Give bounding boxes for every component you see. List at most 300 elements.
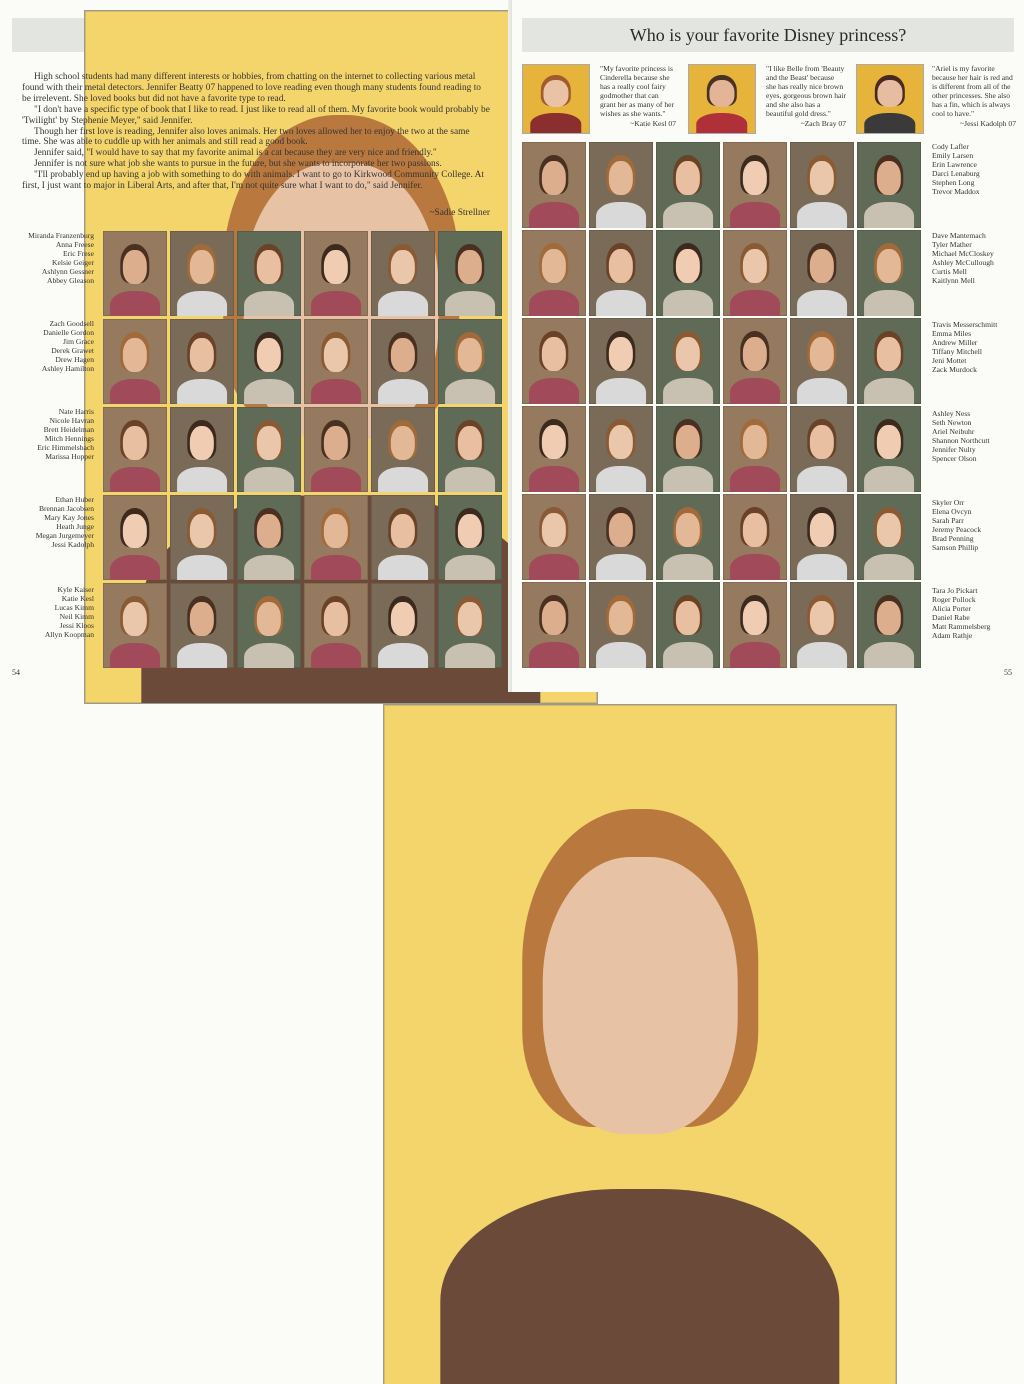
student-name: Jennifer Nulty	[932, 445, 976, 455]
portrait-body-shape	[596, 378, 646, 404]
student-portrait-photo	[656, 494, 720, 580]
student-name: Ashlynn Gessner	[41, 267, 94, 277]
name-list	[4, 407, 94, 462]
portrait-face-shape	[810, 513, 834, 547]
page-number: 54	[12, 668, 20, 677]
student-name: Lucas Kimm	[54, 603, 94, 613]
student-name: Drew Hagen	[55, 355, 94, 365]
student-portrait-photo	[438, 407, 502, 492]
portrait-face-shape	[743, 337, 767, 371]
student-name: Jim Grace	[63, 337, 94, 347]
portrait-face-shape	[190, 426, 214, 460]
portrait-face-shape	[257, 514, 281, 548]
student-name: Emily Larsen	[932, 151, 974, 161]
name-list	[932, 231, 1022, 286]
student-portrait-photo	[589, 582, 653, 668]
disney-title-bar	[522, 18, 1014, 52]
quote-author: ~Katie Kesl 07	[630, 118, 676, 128]
portrait-body-shape	[797, 466, 847, 492]
name-list	[932, 498, 1022, 553]
portrait-face-shape	[810, 161, 834, 195]
student-portrait-photo	[589, 494, 653, 580]
student-name: Ashley Hamilton	[41, 364, 94, 374]
portrait-body-shape	[311, 291, 361, 317]
student-portrait-photo	[237, 407, 301, 492]
portrait-face-shape	[123, 426, 147, 460]
portrait-body-shape	[663, 642, 713, 668]
student-portrait-photo	[522, 142, 586, 228]
portrait-body-shape	[730, 378, 780, 404]
student-portrait-photo	[438, 319, 502, 404]
portrait-face-shape	[458, 426, 482, 460]
portrait-face-shape	[391, 338, 415, 372]
portrait-face-shape	[676, 337, 700, 371]
student-name: Seth Newton	[932, 418, 972, 428]
student-portrait-photo	[103, 583, 167, 668]
name-list	[4, 319, 94, 374]
portrait-body-shape	[110, 643, 160, 669]
student-name: Tyler Mather	[932, 240, 972, 250]
student-name: Adam Rathje	[932, 631, 973, 641]
student-portrait-photo	[522, 582, 586, 668]
portrait-face-shape	[743, 601, 767, 635]
student-portrait-photo	[304, 319, 368, 404]
quote-block	[766, 64, 846, 128]
student-portrait-photo	[304, 583, 368, 668]
portrait-body-shape	[663, 202, 713, 228]
portrait-face-shape	[123, 250, 147, 284]
portrait-body-shape	[177, 643, 227, 669]
student-portrait-photo	[371, 319, 435, 404]
left-page	[0, 0, 512, 692]
student-name: Brad Penning	[932, 534, 974, 544]
student-portrait-photo	[170, 319, 234, 404]
portrait-face-shape	[391, 514, 415, 548]
student-portrait-photo	[857, 406, 921, 492]
student-portrait-photo	[790, 142, 854, 228]
student-portrait-photo	[589, 142, 653, 228]
portrait-body-shape	[596, 290, 646, 316]
name-list	[932, 586, 1022, 641]
name-list	[932, 142, 1022, 197]
portrait-body-shape	[445, 379, 495, 405]
portrait-body-shape	[730, 642, 780, 668]
portrait-body-shape	[445, 643, 495, 669]
portrait-face-shape	[877, 337, 901, 371]
portrait-body-shape	[445, 467, 495, 493]
student-portrait-photo	[103, 407, 167, 492]
student-portrait-photo	[103, 495, 167, 580]
portrait-face-shape	[542, 601, 566, 635]
portrait-face-shape	[458, 338, 482, 372]
student-portrait-photo	[103, 231, 167, 316]
portrait-face-shape	[542, 249, 566, 283]
student-name: Ashley McCullough	[932, 258, 994, 268]
student-portrait-photo	[723, 142, 787, 228]
portrait-body-shape	[864, 466, 914, 492]
portrait-body-shape	[378, 379, 428, 405]
portrait-body-shape	[378, 467, 428, 493]
student-portrait-photo	[237, 583, 301, 668]
name-list	[4, 585, 94, 640]
student-portrait-photo	[304, 407, 368, 492]
portrait-face-shape	[743, 513, 767, 547]
portrait-face-shape	[257, 602, 281, 636]
portrait-face-shape	[190, 338, 214, 372]
student-name: Darci Lenaburg	[932, 169, 980, 179]
student-name: Kelsie Geiger	[52, 258, 94, 268]
portrait-body-shape	[663, 290, 713, 316]
portrait-face-shape	[743, 161, 767, 195]
portrait-body-shape	[110, 555, 160, 581]
portrait-face-shape	[877, 249, 901, 283]
student-name: Ashley Ness	[932, 409, 971, 418]
student-portrait-photo	[857, 318, 921, 404]
student-name: Tara Jo Pickart	[932, 586, 978, 595]
student-name: Andrew Miller	[932, 338, 978, 348]
student-name: Eric Frese	[63, 249, 94, 259]
article-paragraph: Though her first love is reading, Jennifer also loves animals. Her two loves allowed her to enjoy the two at the same time. She was able to cuddle up with her animals and still read a good book.	[22, 126, 470, 148]
portrait-face-shape	[458, 250, 482, 284]
portrait-face-shape	[391, 602, 415, 636]
student-name: Kaitlynn Mell	[932, 276, 975, 286]
portrait-face-shape	[609, 425, 633, 459]
article-body	[22, 72, 490, 192]
student-portrait-photo	[589, 230, 653, 316]
portrait-body-shape	[244, 555, 294, 581]
student-portrait-photo	[237, 495, 301, 580]
student-portrait-photo	[790, 494, 854, 580]
portrait-body-shape	[663, 554, 713, 580]
student-name: Dave Mantemach	[932, 231, 986, 240]
student-portrait-photo	[522, 494, 586, 580]
student-name: Zach Goodsell	[49, 319, 94, 328]
portrait-face-shape	[123, 338, 147, 372]
student-portrait-photo	[790, 230, 854, 316]
student-portrait-photo	[656, 318, 720, 404]
student-portrait-photo	[438, 495, 502, 580]
portrait-face-shape	[810, 249, 834, 283]
student-portrait-photo	[723, 582, 787, 668]
quote-portrait-photo	[856, 64, 924, 134]
article-paragraph: "I'll probably end up having a job with something to do with animals. I want to go to Kirkwood Community College. At first, I just want to major in Liberal Arts, and after that, I'm not quite sure what I want to do," said Jennifer.	[22, 170, 485, 192]
student-portrait-photo	[857, 494, 921, 580]
student-name: Alicia Porter	[932, 604, 972, 614]
portrait-face-shape	[877, 425, 901, 459]
student-name: Spencer Olson	[932, 454, 977, 464]
student-portrait-photo	[656, 142, 720, 228]
right-portrait-grid	[522, 142, 921, 668]
student-name: Katie Kesl	[61, 594, 94, 604]
portrait-face-shape	[743, 249, 767, 283]
portrait-face-shape	[257, 338, 281, 372]
student-name: Emma Miles	[932, 329, 972, 339]
student-name: Mitch Hennings	[44, 434, 94, 444]
portrait-body-shape	[864, 642, 914, 668]
student-portrait-photo	[589, 318, 653, 404]
portrait-body-shape	[445, 291, 495, 317]
portrait-face-shape	[877, 513, 901, 547]
quote-portrait-photo	[688, 64, 756, 134]
student-portrait-photo	[237, 319, 301, 404]
quote-text: "My favorite princess is Cinderella because she has a really cool fairy godmother that can grant her as many of her wishes as she wants."	[600, 64, 675, 119]
portrait-body-shape	[663, 378, 713, 404]
portrait-face-shape	[676, 513, 700, 547]
portrait-body-shape	[730, 202, 780, 228]
portrait-face-shape	[810, 601, 834, 635]
portrait-body-shape	[378, 555, 428, 581]
student-name: Brett Heidelman	[43, 425, 94, 435]
student-portrait-photo	[371, 583, 435, 668]
article-paragraph: Jennifer is not sure what job she wants to pursue in the future, but she wants to incorporate her two passions.	[34, 159, 442, 170]
portrait-body-shape	[311, 555, 361, 581]
student-name: Stephen Long	[932, 178, 975, 188]
student-name: Nicole Havran	[49, 416, 94, 426]
article-byline: ~Sadie Strellner	[429, 208, 490, 218]
student-name: Mary Kay Jones	[44, 513, 94, 523]
portrait-body-shape	[529, 642, 579, 668]
portrait-face-shape	[609, 161, 633, 195]
portrait-body-shape	[797, 202, 847, 228]
student-portrait-photo	[723, 406, 787, 492]
portrait-face-shape	[391, 426, 415, 460]
student-name: Brennan Jacobsen	[38, 504, 94, 514]
student-name: Miranda Franzenburg	[28, 231, 94, 240]
student-name: Skyler Orr	[932, 498, 965, 507]
student-portrait-photo	[723, 318, 787, 404]
student-name: Abbey Gleason	[46, 276, 94, 286]
portrait-face-shape	[324, 250, 348, 284]
student-name: Eric Himmelsbach	[37, 443, 94, 453]
student-portrait-photo	[656, 582, 720, 668]
portrait-face-shape	[810, 425, 834, 459]
student-portrait-photo	[857, 582, 921, 668]
student-name: Roger Pollock	[932, 595, 976, 605]
portrait-body-shape	[110, 379, 160, 405]
student-name: Elena Ovcyn	[932, 507, 972, 517]
portrait-body-shape	[311, 379, 361, 405]
quote-block	[600, 64, 676, 128]
portrait-face-shape	[458, 514, 482, 548]
portrait-body-shape	[177, 291, 227, 317]
portrait-face-shape	[257, 250, 281, 284]
student-portrait-photo	[170, 231, 234, 316]
portrait-body-shape	[864, 290, 914, 316]
portrait-body-shape	[529, 378, 579, 404]
student-name: Michael McCloskey	[932, 249, 994, 259]
student-name: Jessi Kadolph	[51, 540, 94, 550]
article-paragraph: High school students had many different interests or hobbies, from chatting on the internet to collecting various metal found with their metal detectors. Jennifer Beatty 07 happened to love reading even though many students found reading to be irrelevent. She loved books but did not have a favorite type to read.	[22, 72, 481, 104]
student-name: Curtis Mell	[932, 267, 967, 277]
portrait-face-shape	[123, 514, 147, 548]
student-portrait-photo	[304, 495, 368, 580]
name-list	[932, 409, 1022, 464]
portrait-body-shape	[864, 378, 914, 404]
student-name: Samson Phillip	[932, 543, 979, 553]
portrait-body-shape	[797, 378, 847, 404]
portrait-face-shape	[324, 426, 348, 460]
portrait-body-shape	[311, 643, 361, 669]
student-portrait-photo	[371, 495, 435, 580]
student-name: Trevor Maddox	[932, 187, 980, 197]
portrait-face-shape	[877, 601, 901, 635]
student-name: Ethan Huber	[55, 495, 94, 504]
portrait-face-shape	[190, 250, 214, 284]
portrait-body-shape	[378, 643, 428, 669]
portrait-body-shape	[864, 554, 914, 580]
student-name: Ariel Neibuhr	[932, 427, 975, 437]
portrait-face-shape	[190, 514, 214, 548]
portrait-body-shape	[730, 290, 780, 316]
portrait-body-shape	[177, 467, 227, 493]
student-portrait-photo	[790, 406, 854, 492]
quote-text: "I like Belle from 'Beauty and the Beast' because she has really nice brown eyes, gorgeous brown hair and she also has a beautiful gold dress."	[766, 64, 846, 119]
portrait-body-shape	[378, 291, 428, 317]
portrait-face-shape	[609, 249, 633, 283]
portrait-body-shape	[596, 202, 646, 228]
portrait-body-shape	[177, 555, 227, 581]
student-portrait-photo	[522, 406, 586, 492]
right-page	[512, 0, 1024, 692]
student-name: Allyn Koopman	[44, 630, 94, 640]
student-portrait-photo	[237, 231, 301, 316]
portrait-face-shape	[324, 338, 348, 372]
portrait-body-shape	[797, 290, 847, 316]
student-name: Nate Harris	[58, 407, 94, 416]
portrait-face-shape	[542, 513, 566, 547]
portrait-body-shape	[529, 290, 579, 316]
portrait-body-shape	[110, 467, 160, 493]
name-list	[4, 231, 94, 286]
student-name: Heath Junge	[56, 522, 94, 532]
student-name: Sarah Parr	[932, 516, 964, 526]
quote-block	[932, 64, 1016, 128]
portrait-face-shape	[324, 514, 348, 548]
student-name: Jessi Kloos	[59, 621, 94, 631]
student-portrait-photo	[371, 407, 435, 492]
portrait-face-shape	[542, 337, 566, 371]
portrait-face-shape	[324, 602, 348, 636]
portrait-body-shape	[244, 379, 294, 405]
student-portrait-photo	[438, 231, 502, 316]
student-name: Danielle Gordon	[43, 328, 94, 338]
student-name: Neil Kimm	[59, 612, 94, 622]
portrait-body-shape	[244, 643, 294, 669]
portrait-body-shape	[529, 202, 579, 228]
student-name: Megan Jurgemeyer	[35, 531, 94, 541]
student-name: Derek Grawet	[51, 346, 94, 356]
student-name: Cody Lafler	[932, 142, 969, 151]
student-portrait-photo	[170, 583, 234, 668]
portrait-body-shape	[244, 467, 294, 493]
portrait-body-shape	[110, 291, 160, 317]
student-name: Marissa Hopper	[45, 452, 94, 462]
student-portrait-photo	[170, 407, 234, 492]
portrait-body-shape	[730, 466, 780, 492]
article-paragraph: "I don't have a specific type of book that I like to read. I just like to read all of them. My favorite book would probably be 'Twilight' by Stephenie Meyer," said Jennifer.	[22, 104, 490, 126]
portrait-body-shape	[730, 554, 780, 580]
student-portrait-photo	[522, 318, 586, 404]
portrait-face-shape	[810, 337, 834, 371]
feature-portrait-photo	[383, 704, 897, 1384]
portrait-face-shape	[257, 426, 281, 460]
portrait-face-shape	[743, 425, 767, 459]
student-name: Kyle Kaiser	[57, 585, 94, 594]
portrait-face-shape	[123, 602, 147, 636]
student-portrait-photo	[656, 406, 720, 492]
student-name: Jeremy Peacock	[932, 525, 982, 535]
student-portrait-photo	[790, 318, 854, 404]
student-portrait-photo	[857, 142, 921, 228]
portrait-face-shape	[391, 250, 415, 284]
quote-author: ~Zach Bray 07	[800, 118, 846, 128]
portrait-face-shape	[542, 425, 566, 459]
student-portrait-photo	[790, 582, 854, 668]
portrait-body-shape	[596, 466, 646, 492]
portrait-body-shape	[311, 467, 361, 493]
name-list	[932, 320, 1022, 375]
student-name: Anna Freese	[55, 240, 94, 250]
quote-text: "Ariel is my favorite because her hair is red and is different from all of the other princesses. She also has a fin, which is always cool to have."	[932, 64, 1013, 119]
student-portrait-photo	[723, 494, 787, 580]
portrait-body-shape	[244, 291, 294, 317]
quote-portrait-photo	[522, 64, 590, 134]
portrait-face-shape	[877, 161, 901, 195]
portrait-body-shape	[596, 554, 646, 580]
portrait-body-shape	[663, 466, 713, 492]
student-portrait-photo	[170, 495, 234, 580]
portrait-body-shape	[797, 642, 847, 668]
portrait-body-shape	[445, 555, 495, 581]
student-portrait-photo	[723, 230, 787, 316]
student-portrait-photo	[522, 230, 586, 316]
student-name: Shannon Northcutt	[932, 436, 990, 446]
article-paragraph: Jennifer said, "I would have to say that my favorite animal is a cat because they are very nice and friendly."	[34, 148, 437, 159]
portrait-face-shape	[676, 161, 700, 195]
student-portrait-photo	[589, 406, 653, 492]
name-list	[4, 495, 94, 550]
portrait-face-shape	[676, 249, 700, 283]
student-portrait-photo	[371, 231, 435, 316]
student-name: Zack Murdock	[932, 365, 977, 375]
portrait-face-shape	[609, 337, 633, 371]
portrait-face-shape	[609, 513, 633, 547]
portrait-face-shape	[609, 601, 633, 635]
student-portrait-photo	[656, 230, 720, 316]
student-portrait-photo	[304, 231, 368, 316]
portrait-body-shape	[177, 379, 227, 405]
student-name: Daniel Rabe	[932, 613, 970, 623]
student-portrait-photo	[103, 319, 167, 404]
portrait-face-shape	[542, 161, 566, 195]
portrait-body-shape	[529, 554, 579, 580]
student-name: Tiffany Mitchell	[932, 347, 982, 357]
portrait-body-shape	[596, 642, 646, 668]
page-title: Who is your favorite Disney princess?	[629, 25, 907, 45]
student-name: Travis Messerschmitt	[932, 320, 998, 329]
student-name: Erin Lawrence	[932, 160, 977, 170]
student-name: Jeni Mottet	[932, 356, 967, 366]
left-portrait-grid	[103, 231, 502, 668]
portrait-face-shape	[190, 602, 214, 636]
page-number: 55	[1004, 668, 1012, 677]
student-name: Matt Rammelsberg	[932, 622, 991, 632]
portrait-body-shape	[529, 466, 579, 492]
quote-author: ~Jessi Kadolph 07	[960, 118, 1016, 128]
portrait-body-shape	[864, 202, 914, 228]
student-portrait-photo	[438, 583, 502, 668]
portrait-face-shape	[458, 602, 482, 636]
